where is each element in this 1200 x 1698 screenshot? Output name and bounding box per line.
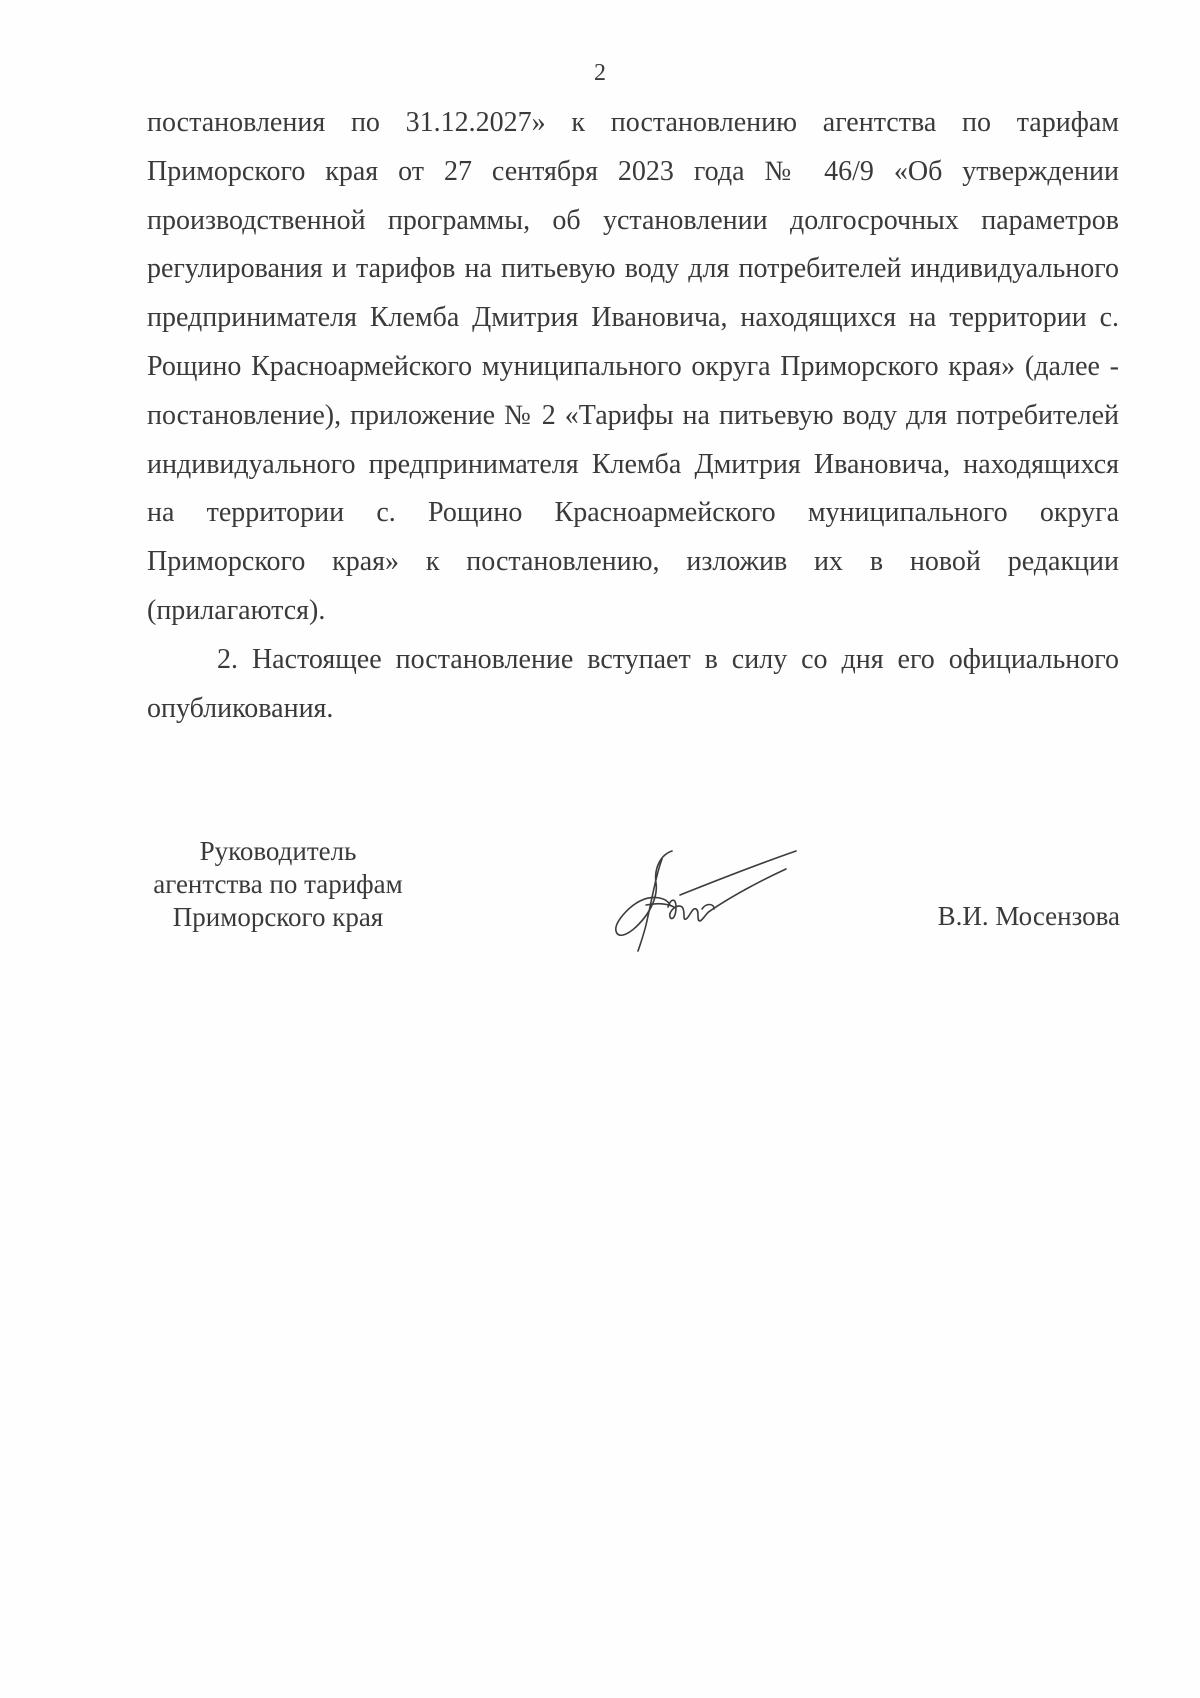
paragraph-item-2: 2. Настоящее постановление вступает в силу со дня его официального опубликования. <box>147 643 1119 724</box>
signer-name: В.И. Мосензова <box>937 901 1120 931</box>
signature-block <box>0 835 1200 955</box>
position-line: Руководитель <box>199 836 357 866</box>
page-number: 2 <box>594 60 606 86</box>
handwritten-signature <box>610 847 800 957</box>
signer-position <box>138 835 418 934</box>
paragraph-continuation: постановления по 31.12.2027» к постановлению агентства по тарифам Приморского края от 27 сентября 2023 года № 46/9 «Об утверждении производственной программы, об установлении долгосрочных параметров регулирования и тарифов на питьевую воду для потребителей индивидуального предпринимателя Клемба Дмитрия Ивановича, находящихся на территории с. Рощино Красноармейского муниципального округа Приморского края» (далее - постановление), приложение № 2 «Тарифы на питьевую воду для потребителей индивидуального предпринимателя Клемба Дмитрия Ивановича, находящихся на территории с. Рощино Красноармейского муниципального округа Приморского края» к постановлению, изложив их в новой редакции (прилагаются). <box>147 107 1119 626</box>
position-line: Приморского края <box>172 902 384 932</box>
position-line: агентства по тарифам <box>153 869 403 899</box>
document-body <box>147 99 1119 733</box>
